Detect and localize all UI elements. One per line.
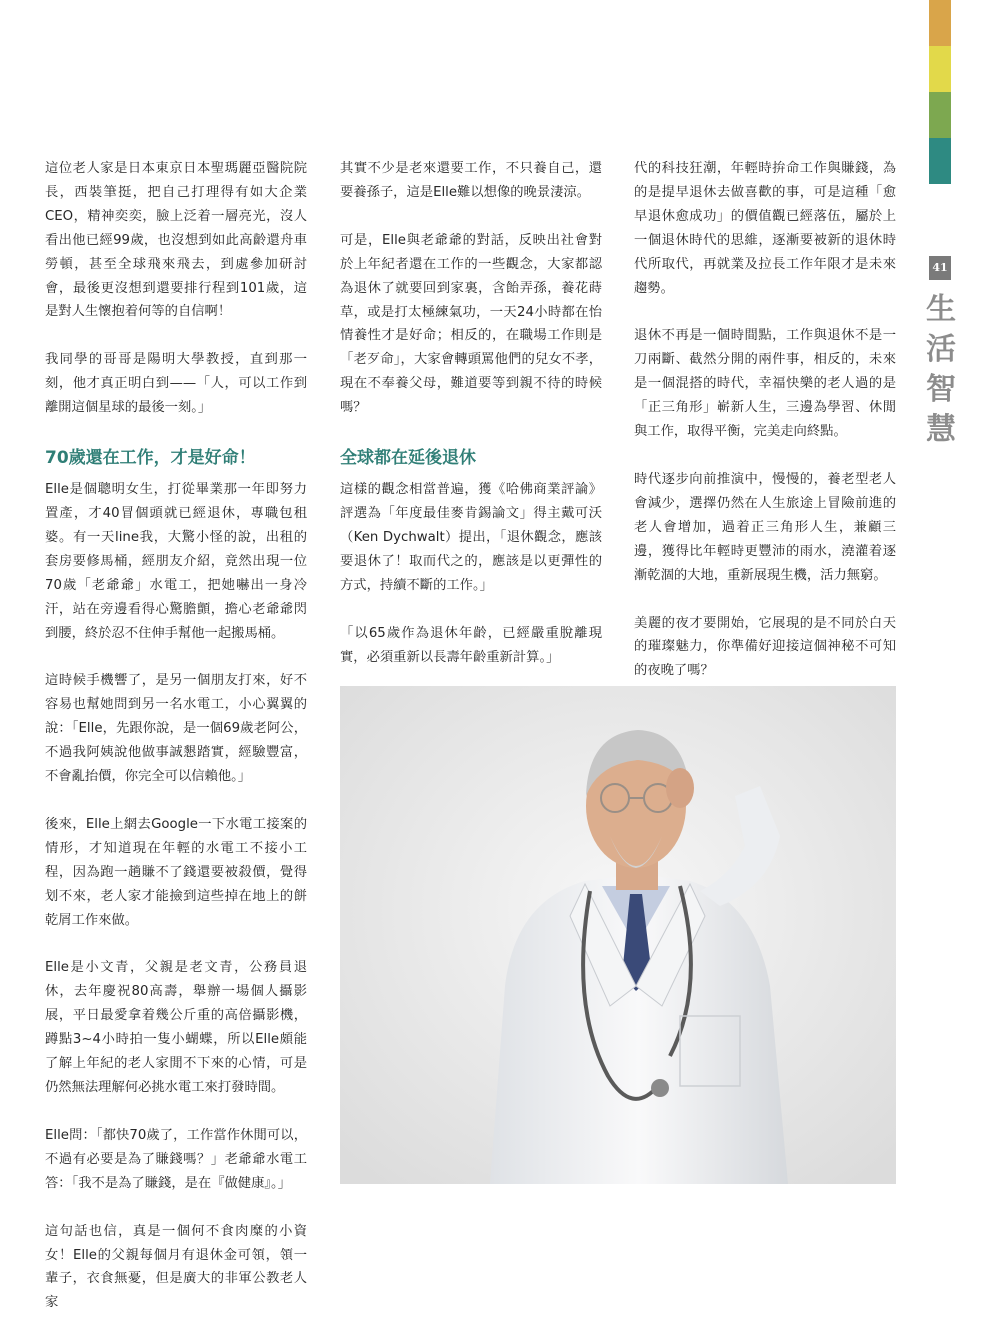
paragraph: 這句話也信，真是一個何不食肉糜的小資女！Elle的父親每個月有退休金可領，領一輩子，衣食無憂，但是廣大的非軍公教老人家 [45,1223,307,1311]
paragraph: 我同學的哥哥是陽明大學教授，直到那一刻，他才真正明白到——「人，可以工作到離開這個星球的最後一刻。」 [45,352,307,416]
paragraph: 這樣的觀念相當普遍，獲《哈佛商業評論》評選為「年度最佳麥肯錫論文」得主戴可沃（Ken Dychwalt）提出，「退休觀念，應該要退休了！取而代之的，應該是以更彈性的方式，持續不斷的工作。」 [340,482,602,593]
article-column-1 [45,157,307,1339]
section-heading: 全球都在延後退休 [340,448,476,469]
color-tab-teal [929,138,951,184]
paragraph: Elle是小文青，父親是老文青，公務員退休，去年慶祝80高壽，舉辦一場個人攝影展，平日最愛拿着幾公斤重的高倍攝影機，蹲點3~4小時拍一隻小蝴蝶，所以Elle頗能了解上年紀的老人家閒不下來的心情，可是仍然無法理解何必挑水電工來打發時間。 [45,960,307,1095]
paragraph: 後來，Elle上網去Google一下水電工接案的情形，才知道現在年輕的水電工不接小工程，因為跑一趟賺不了錢還要被殺價，覺得划不來，老人家才能撿到這些掉在地上的餅乾屑工作來做。 [45,816,307,928]
section-color-tabs [929,0,951,184]
paragraph: 退休不再是一個時間點，工作與退休不是一刀兩斷、截然分開的兩件事，相反的，未來是一個混搭的時代，幸福快樂的老人過的是「正三角形」嶄新人生，三邊為學習、休閒與工作，取得平衡，完美走向終點。 [634,328,896,440]
paragraph: 代的科技狂潮，年輕時拚命工作與賺錢，為的是提早退休去做喜歡的事，可是這種「愈早退休愈成功」的價值觀已經落伍，屬於上一個退休時代的思維，逐漸要被新的退休時代所取代，再就業及拉長工作年限才是未來趨勢。 [634,161,896,296]
doctor-photo [340,686,896,1184]
paragraph: 可是，Elle與老爺爺的對話，反映出社會對於上年紀者還在工作的一些觀念，大家都認為退休了就要回到家裏，含飴弄孫，養花蒔草，或是打太極練氣功，一天24小時都在怡情養性才是好命；相反的，在職場工作則是「老歹命」，大家會轉頭罵他們的兒女不孝，現在不奉養父母，難道要等到親不待的時候嗎？ [340,232,602,416]
paragraph: 這時候手機響了，是另一個朋友打來，好不容易也幫她問到另一名水電工，小心翼翼的說：「Elle，先跟你說，是一個69歲老阿公，不過我阿姨說他做事誠懇踏實，經驗豐富，不會亂抬價，你完全可以信賴他。」 [45,673,307,785]
color-tab-green [929,92,951,138]
section-heading: 70歲還在工作，才是好命！ [45,448,256,469]
paragraph: 其實不少是老來還要工作，不只養自己，還要養孫子，這是Elle難以想像的晚景淒涼。 [340,161,602,200]
article-column-3 [634,157,896,707]
paragraph: Elle是個聰明女生，打從畢業那一年即努力置產，才40冒個頭就已經退休，專職包租婆。有一天line我，大驚小怪的說，出租的套房要修馬桶，經朋友介紹，竟然出現一位70歲「老爺爺」水電工，把她嚇出一身冷汗，站在旁邊看得心驚膽顫，擔心老爺爺閃到腰，終於忍不住伸手幫他一起搬馬桶。 [45,482,307,641]
page-number: 41 [929,256,951,280]
paragraph: Elle問：「都快70歲了，工作當作休閒可以，不過有必要是為了賺錢嗎？」老爺爺水電工答：「我不是為了賺錢，是在『做健康』。」 [45,1127,307,1191]
color-tab-orange [929,0,951,46]
section-title: 生活智慧 [926,292,956,447]
paragraph: 時代逐步向前推演中，慢慢的，養老型老人會減少，選擇仍然在人生旅途上冒險前進的老人會增加，過着正三角形人生，兼顧三邊，獲得比年輕時更豐沛的雨水，澆灌着逐漸乾涸的大地，重新展現生機，活力無窮。 [634,471,896,583]
article-column-2 [340,157,602,741]
paragraph: 「以65歲作為退休年齡，已經嚴重脫離現實，必須重新以長壽年齡重新計算。」 [340,625,602,665]
paragraph: 美麗的夜才要開始，它展現的是不同於白天的璀璨魅力，你準備好迎接這個神秘不可知的夜晚了嗎？ [634,615,896,679]
color-tab-yellow [929,46,951,92]
paragraph: 這位老人家是日本東京日本聖瑪麗亞醫院院長，西裝筆挺，把自己打理得有如大企業CEO，精神奕奕，臉上泛着一層亮光，沒人看出他已經99歲，也沒想到如此高齡還舟車勞頓，甚至全球飛來飛去，到處參加研討會，最後更沒想到還要排行程到101歲，這是對人生懷抱着何等的自信啊！ [45,161,307,320]
